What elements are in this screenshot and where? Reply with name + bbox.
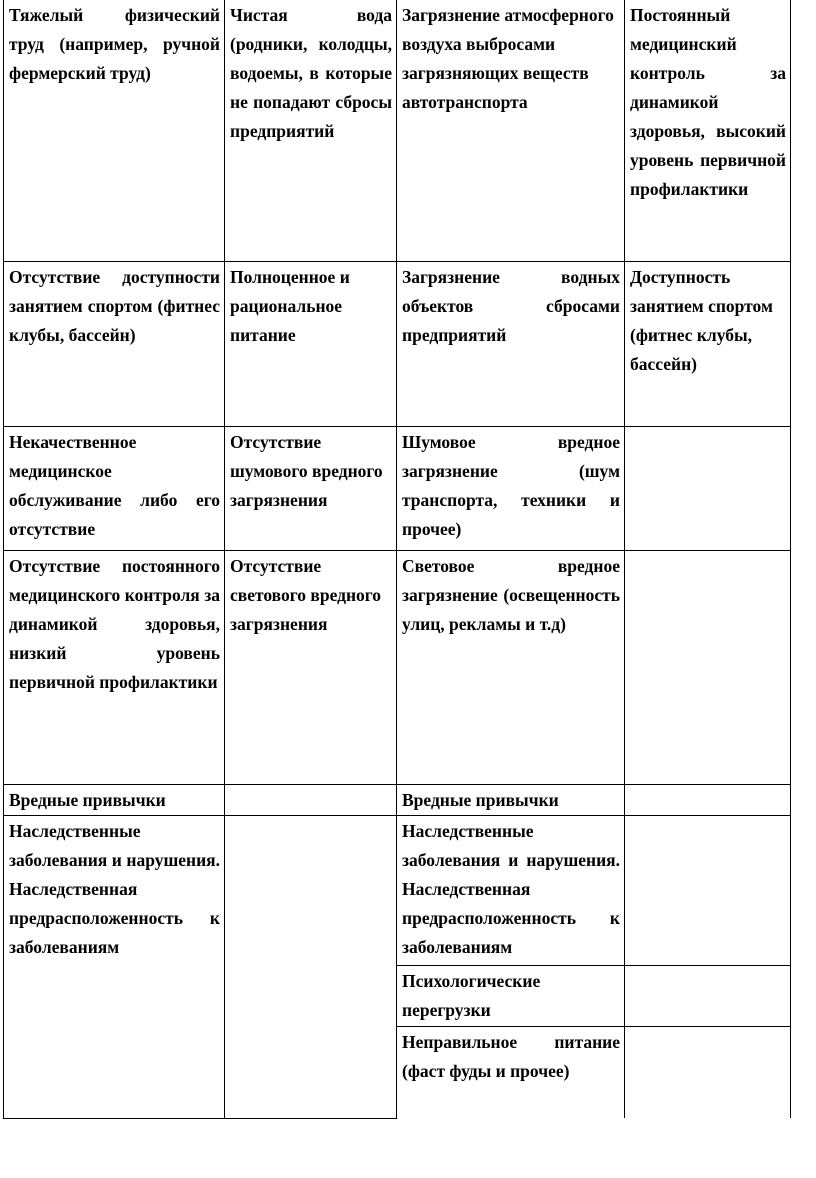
table-cell	[625, 784, 791, 815]
table-cell: Чистая вода (родники, колодцы, водоемы, в которые не попадают сбросы предприятий	[225, 0, 397, 261]
table-cell: Отсутствие светового вредного загрязнения	[225, 550, 397, 784]
table-row	[4, 426, 791, 550]
table-cell: Загрязнение атмосферного воздуха выбросами загрязняющих веществ автотранспорта	[397, 0, 625, 261]
table-cell: Полноценное и рациональное питание	[225, 261, 397, 426]
table-row	[4, 550, 791, 784]
table-cell: Отсутствие шумового вредного загрязнения	[225, 426, 397, 550]
table-cell: Отсутствие постоянного медицинского контроля за динамикой здоровья, низкий уровень первичной профилактики	[4, 550, 225, 784]
table-cell: Световое вредное загрязнение (освещенность улиц, рекламы и т.д)	[397, 550, 625, 784]
table-row	[4, 815, 791, 965]
table-row	[4, 0, 791, 261]
table-cell: Загрязнение водных объектов сбросами предприятий	[397, 261, 625, 426]
table-cell	[625, 426, 791, 550]
table-cell: Наследственные заболевания и нарушения. Наследственная предрасположенность к заболеваниям	[4, 815, 225, 1118]
table-cell	[625, 550, 791, 784]
table-cell	[625, 815, 791, 965]
table-cell	[625, 1026, 791, 1118]
table-cell: Постоянный медицинский контроль за динамикой здоровья, высокий уровень первичной профилактики	[625, 0, 791, 261]
table-row	[4, 261, 791, 426]
table-cell	[225, 815, 397, 1118]
table-cell	[625, 965, 791, 1026]
factors-table	[3, 0, 791, 1119]
table-cell: Шумовое вредное загрязнение (шум транспорта, техники и прочее)	[397, 426, 625, 550]
table-row	[4, 784, 791, 815]
table-cell: Некачественное медицинское обслуживание либо его отсутствие	[4, 426, 225, 550]
table-cell	[225, 784, 397, 815]
table-cell: Тяжелый физический труд (например, ручной фермерский труд)	[4, 0, 225, 261]
table-cell: Отсутствие доступности занятием спортом (фитнес клубы, бассейн)	[4, 261, 225, 426]
table-cell: Вредные привычки	[397, 784, 625, 815]
table-cell: Наследственные заболевания и нарушения. Наследственная предрасположенность к заболеваниям	[397, 815, 625, 965]
table-cell: Психологические перегрузки	[397, 965, 625, 1026]
table-cell: Вредные привычки	[4, 784, 225, 815]
table-cell: Неправильное питание (фаст фуды и прочее)	[397, 1026, 625, 1118]
table-cell: Доступность занятием спортом (фитнес клубы, бассейн)	[625, 261, 791, 426]
